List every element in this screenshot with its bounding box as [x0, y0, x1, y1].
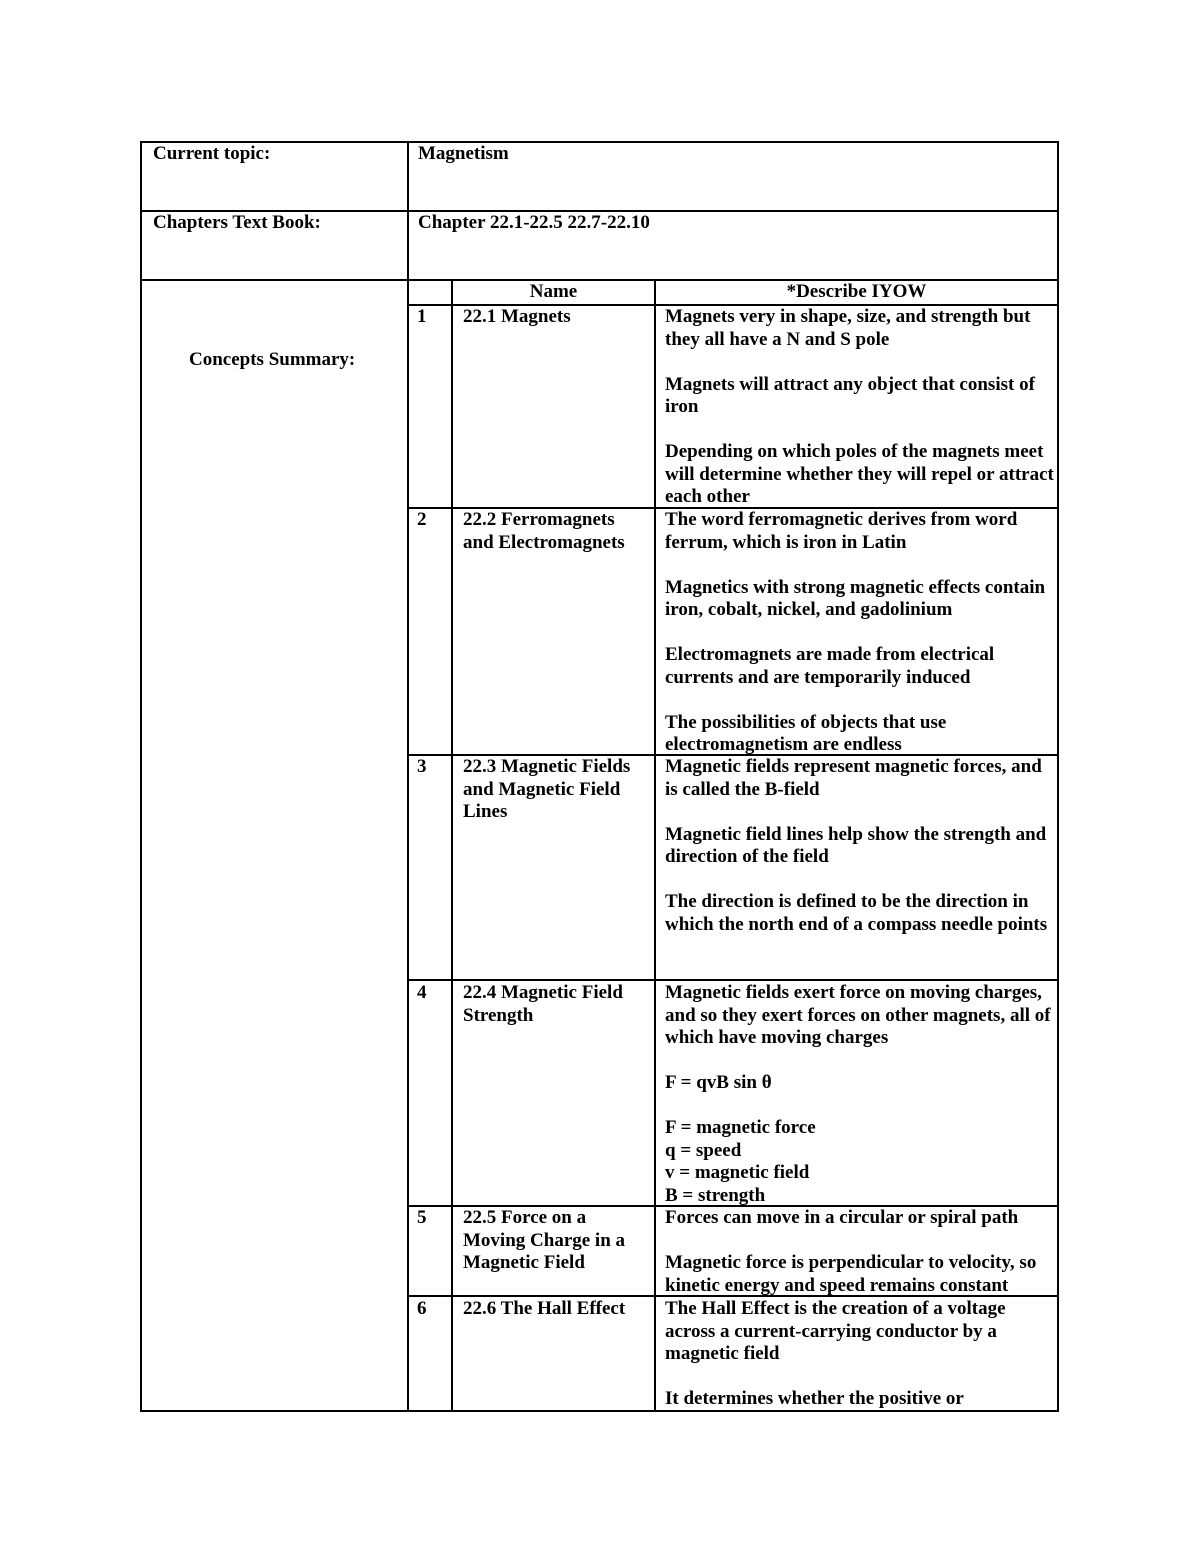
description-paragraph: It determines whether the positive or	[665, 1388, 964, 1409]
row-number: 1	[417, 306, 427, 327]
topic-label: Current topic:	[153, 143, 271, 164]
concept-description	[665, 1298, 1055, 1411]
concept-description	[665, 509, 1055, 757]
table-divider	[407, 979, 1059, 981]
table-divider	[407, 141, 409, 1412]
description-paragraph: Magnets will attract any object that consist of iron	[665, 373, 1035, 417]
description-paragraph: Magnets very in shape, size, and strength but they all have a N and S pole	[665, 306, 1031, 350]
concept-description	[665, 1207, 1055, 1297]
formula-term: v = magnetic field	[665, 1162, 810, 1183]
concept-name: 22.1 Magnets	[463, 306, 571, 327]
row-number: 2	[417, 509, 427, 530]
summary-label: Concepts Summary:	[189, 349, 356, 370]
description-paragraph: Forces can move in a circular or spiral path	[665, 1207, 1019, 1228]
description-paragraph: Magnetic fields represent magnetic forces, and is called the B-field	[665, 756, 1042, 800]
description-paragraph: Magnetic field lines help show the strength and direction of the field	[665, 823, 1047, 867]
row-number: 6	[417, 1298, 427, 1319]
description-paragraph: Magnetics with strong magnetic effects contain iron, cobalt, nickel, and gadolinium	[665, 576, 1046, 620]
description-paragraph: The Hall Effect is the creation of a voltage across a current-carrying conductor by a magnetic field	[665, 1298, 1006, 1364]
formula-term: q = speed	[665, 1139, 742, 1161]
row-number: 3	[417, 756, 427, 777]
description-paragraph: The possibilities of objects that use electromagnetism are endless	[665, 711, 947, 755]
formula-term: F = magnetic force	[665, 1117, 816, 1138]
column-header-describe: *Describe IYOW	[786, 281, 927, 302]
concept-name: 22.6 The Hall Effect	[463, 1298, 626, 1319]
concept-name: 22.2 Ferromagnets and Electromagnets	[463, 509, 625, 553]
row-number: 5	[417, 1207, 427, 1228]
description-paragraph: F = qvB sin θ	[665, 1072, 772, 1093]
description-paragraph: The direction is defined to be the direction in which the north end of a compass needle points	[665, 891, 1048, 935]
concept-description	[665, 982, 1055, 1207]
formula-term: B = strength	[665, 1184, 766, 1206]
description-paragraph: The word ferromagnetic derives from word ferrum, which is iron in Latin	[665, 509, 1018, 553]
concept-name: 22.4 Magnetic Field Strength	[463, 982, 623, 1026]
concept-description	[665, 306, 1055, 509]
formula-legend	[665, 1117, 1055, 1207]
chapters-label: Chapters Text Book:	[153, 212, 321, 233]
column-header-name: Name	[529, 281, 578, 302]
chapters-value: Chapter 22.1-22.5 22.7-22.10	[418, 212, 650, 233]
table-divider	[451, 279, 453, 1412]
topic-value: Magnetism	[418, 143, 509, 164]
concept-description	[665, 756, 1055, 936]
description-paragraph: Electromagnets are made from electrical currents and are temporarily induced	[665, 644, 995, 688]
row-number: 4	[417, 982, 427, 1003]
description-paragraph: Magnetic fields exert force on moving charges, and so they exert forces on other magnets, all of which have moving charges	[665, 982, 1051, 1048]
concept-name: 22.5 Force on a Moving Charge in a Magnetic Field	[463, 1207, 626, 1273]
description-paragraph: Magnetic force is perpendicular to velocity, so kinetic energy and speed remains constant	[665, 1252, 1037, 1296]
description-paragraph: Depending on which poles of the magnets meet will determine whether they will repel or attract each other	[665, 441, 1054, 507]
table-divider	[654, 279, 656, 1412]
concept-name: 22.3 Magnetic Fields and Magnetic Field Lines	[463, 756, 631, 822]
